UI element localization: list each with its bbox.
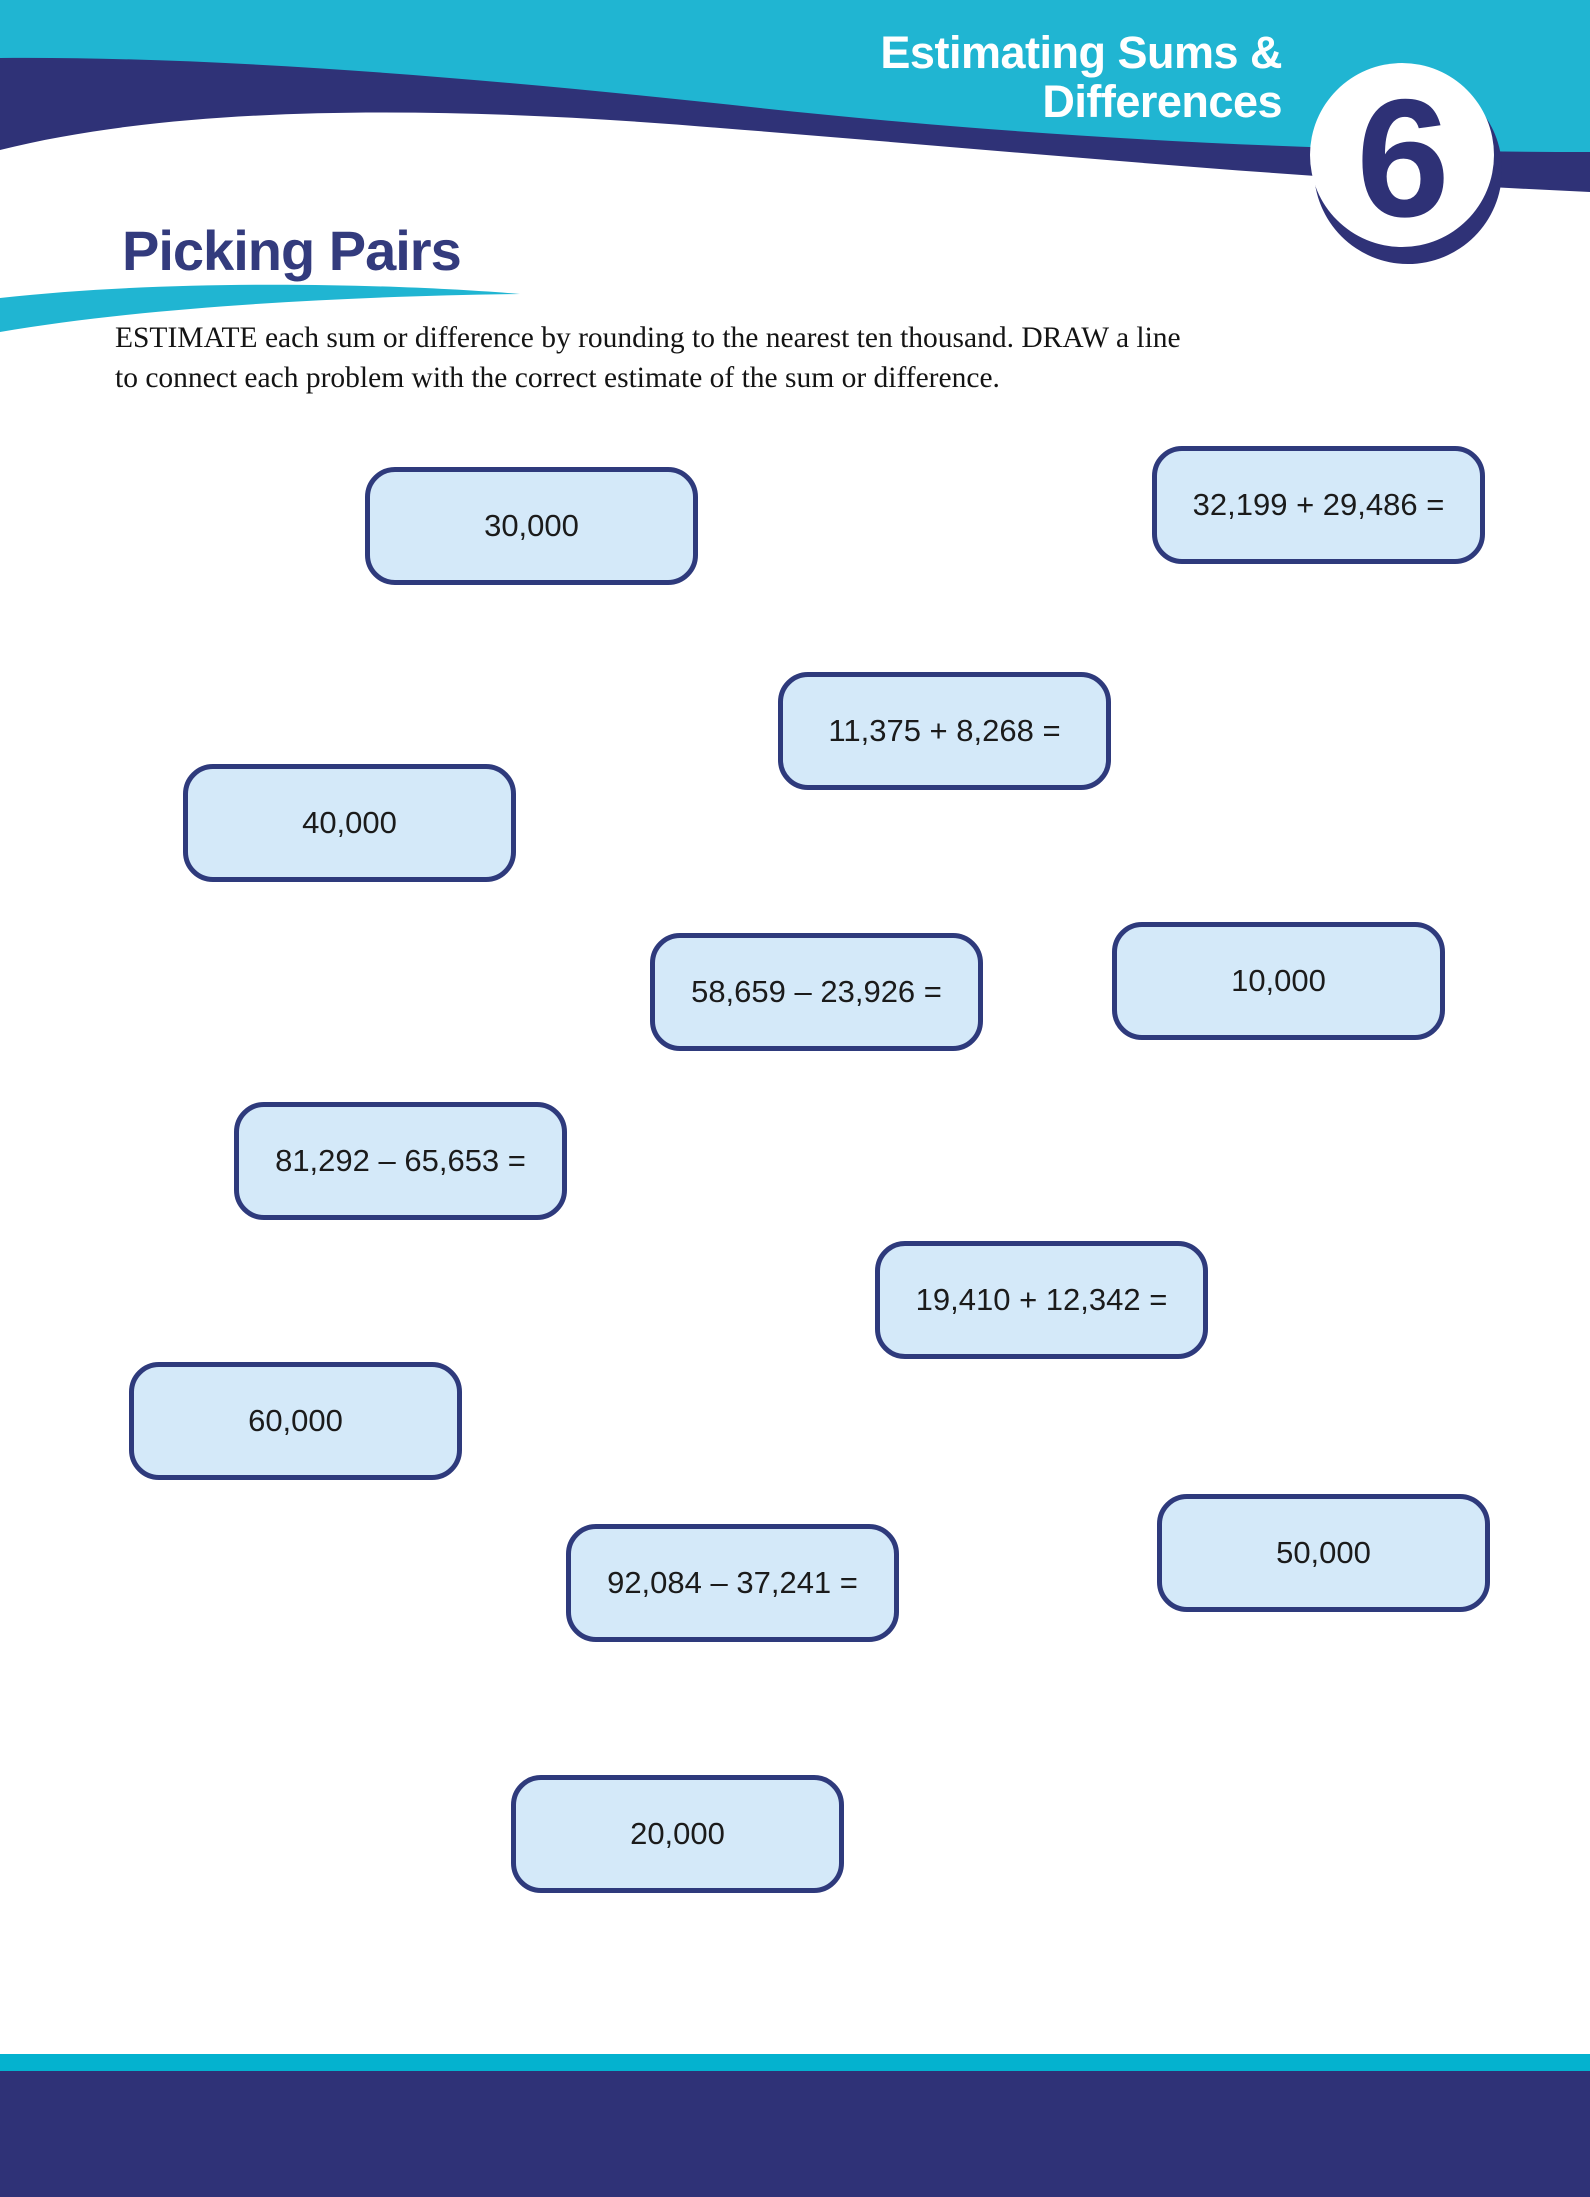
estimate-box-10000[interactable]: 10,000: [1112, 922, 1445, 1040]
page-title: Picking Pairs: [122, 219, 461, 282]
footer-navy-band: [0, 2071, 1590, 2197]
problem-box-92084-minus-37241[interactable]: 92,084 – 37,241 =: [566, 1524, 899, 1642]
estimate-box-60000[interactable]: 60,000: [129, 1362, 462, 1480]
unit-number: 6: [1356, 64, 1450, 252]
instructions: [115, 318, 1445, 398]
estimate-box-50000[interactable]: 50,000: [1157, 1494, 1490, 1612]
problem-box-11375-plus-8268[interactable]: 11,375 + 8,268 =: [778, 672, 1111, 790]
problem-box-19410-plus-12342[interactable]: 19,410 + 12,342 =: [875, 1241, 1208, 1359]
estimate-box-30000[interactable]: 30,000: [365, 467, 698, 585]
header-title-line2: Differences: [1042, 76, 1282, 127]
header-title: [582, 28, 1282, 126]
instructions-line1: ESTIMATE each sum or difference by rounding to the nearest ten thousand. DRAW a line: [115, 322, 1181, 354]
problem-box-81292-minus-65653[interactable]: 81,292 – 65,653 =: [234, 1102, 567, 1220]
footer-cyan-stripe: [0, 2054, 1590, 2071]
problem-box-32199-plus-29486[interactable]: 32,199 + 29,486 =: [1152, 446, 1485, 564]
estimate-box-40000[interactable]: 40,000: [183, 764, 516, 882]
instructions-line2: to connect each problem with the correct estimate of the sum or difference.: [115, 362, 1000, 394]
problem-box-58659-minus-23926[interactable]: 58,659 – 23,926 =: [650, 933, 983, 1051]
header-title-line1: Estimating Sums &: [880, 27, 1282, 78]
estimate-box-20000[interactable]: 20,000: [511, 1775, 844, 1893]
